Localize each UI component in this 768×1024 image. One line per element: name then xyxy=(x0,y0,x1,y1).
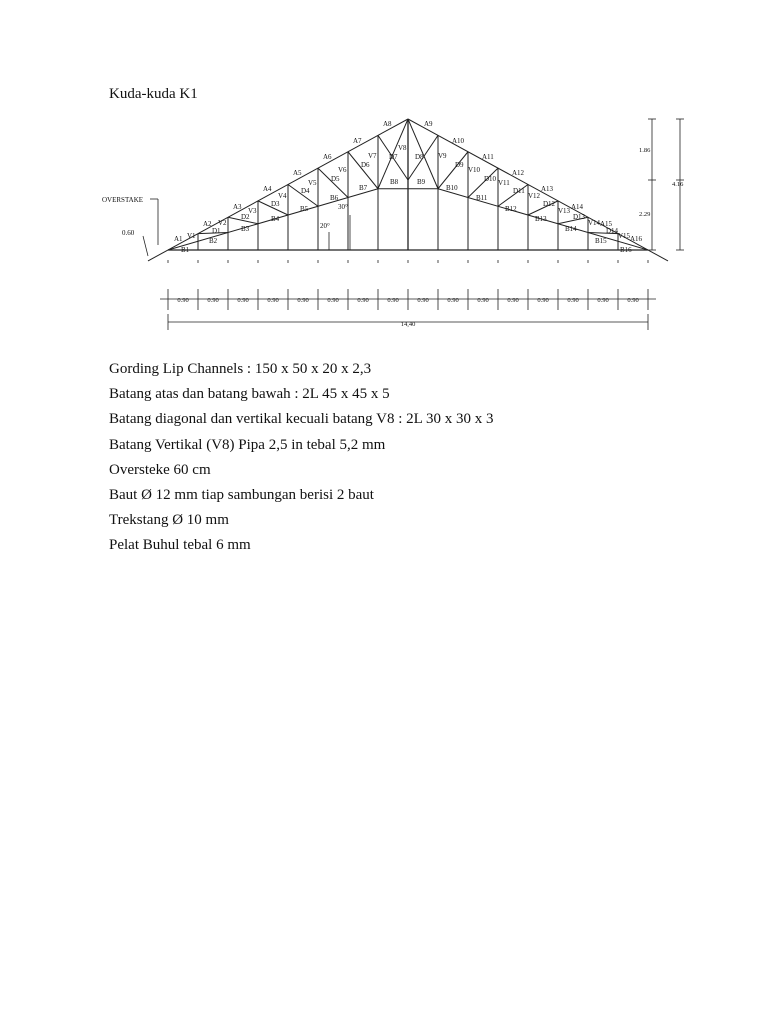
spec-item: Batang diagonal dan vertikal kecuali batang V8 : 2L 30 x 30 x 3 xyxy=(109,411,494,428)
segment-dim-label: 0.90 xyxy=(507,297,519,304)
top-chord-label: A16 xyxy=(630,235,643,243)
bottom-chord-label: B5 xyxy=(300,205,309,213)
bottom-chord-label: B14 xyxy=(565,225,577,233)
bottom-chord-label: B16 xyxy=(620,246,632,254)
diagonal-label: D3 xyxy=(271,200,280,208)
top-chord-label: A15 xyxy=(600,220,613,228)
spec-item: Batang Vertikal (V8) Pipa 2,5 in tebal 5,2 mm xyxy=(109,436,386,453)
diagonal-label: D7 xyxy=(389,153,398,161)
diagonal-label: D4 xyxy=(301,187,310,195)
diagonal-label: D2 xyxy=(241,213,250,221)
segment-dim-label: 0.90 xyxy=(387,297,399,304)
top-chord-label: A3 xyxy=(233,203,242,211)
top-chord-label: A5 xyxy=(293,169,302,177)
bottom-chord-label: B6 xyxy=(330,194,339,202)
bottom-chord-label: B13 xyxy=(535,215,547,223)
bottom-chord-label: B15 xyxy=(595,237,607,245)
segment-dim-label: 0.90 xyxy=(447,297,459,304)
vertical-label: V7 xyxy=(368,152,377,160)
spec-item: Trekstang Ø 10 mm xyxy=(109,512,229,529)
bottom-chord-label: B11 xyxy=(476,194,488,202)
height-dim-label: 2.29 xyxy=(639,211,651,218)
vertical-label: V1 xyxy=(187,232,196,240)
member-labels xyxy=(102,120,643,254)
diagonal-label: D9 xyxy=(455,161,464,169)
dimension-labels xyxy=(177,147,684,328)
bottom-chord-label: B1 xyxy=(181,246,190,254)
diagonal-label: D10 xyxy=(484,175,497,183)
segment-dim-label: 0.90 xyxy=(327,297,339,304)
bottom-chord-label: B9 xyxy=(417,178,426,186)
height-dim-label: 1.86 xyxy=(639,147,651,154)
segment-dim-label: 0.90 xyxy=(297,297,309,304)
diagonal-label: D5 xyxy=(331,175,340,183)
top-chord-label: A8 xyxy=(383,120,392,128)
segment-dim-label: 0.90 xyxy=(477,297,489,304)
top-chord-label: A4 xyxy=(263,185,272,193)
segment-dim-label: 0.90 xyxy=(207,297,219,304)
angle-label: 30° xyxy=(338,203,348,211)
vertical-label: V11 xyxy=(498,179,510,187)
segment-dim-label: 0.90 xyxy=(237,297,249,304)
vertical-label: V14 xyxy=(588,219,601,227)
segment-dim-label: 0.90 xyxy=(357,297,369,304)
vertical-label: V15 xyxy=(618,232,631,240)
top-chord-label: A2 xyxy=(203,220,212,228)
height-dim-label: 4.16 xyxy=(672,181,684,188)
vertical-label: V8 xyxy=(398,144,407,152)
segment-dim-label: 0.90 xyxy=(267,297,279,304)
segment-dim-label: 0.90 xyxy=(597,297,609,304)
spec-list xyxy=(109,360,494,562)
vertical-label: V2 xyxy=(218,219,227,227)
overstake-label: OVERSTAKE xyxy=(102,196,144,204)
diagonal-label: D11 xyxy=(513,187,525,195)
top-chord-label: A10 xyxy=(452,137,465,145)
page-title: Kuda-kuda K1 xyxy=(109,86,198,102)
vertical-label: V9 xyxy=(438,152,447,160)
diagonal-label: D1 xyxy=(212,227,221,235)
bottom-chord-label: B8 xyxy=(390,178,399,186)
diagonal-label: D13 xyxy=(573,213,586,221)
vertical-label: V13 xyxy=(558,207,571,215)
vertical-label: V5 xyxy=(308,179,317,187)
angle-label: 20° xyxy=(320,222,330,230)
truss-members xyxy=(148,119,668,261)
overhang-dim-line xyxy=(143,236,148,256)
vertical-label: V3 xyxy=(248,207,257,215)
top-chord-label: A13 xyxy=(541,185,554,193)
vertical-label: V6 xyxy=(338,166,347,174)
vertical-label: V12 xyxy=(528,192,541,200)
truss-drawing xyxy=(0,0,768,340)
top-chord-label: A9 xyxy=(424,120,433,128)
spec-item: Batang atas dan batang bawah : 2L 45 x 45 x 5 xyxy=(109,386,390,403)
diagonal-label: D6 xyxy=(361,161,370,169)
diagonal-label: D8 xyxy=(415,153,424,161)
bottom-chord-label: B2 xyxy=(209,237,218,245)
segment-dim-label: 0.90 xyxy=(417,297,429,304)
spec-item: Oversteke 60 cm xyxy=(109,461,211,478)
diagonal-label: D12 xyxy=(543,200,556,208)
spec-item: Gording Lip Channels : 150 x 50 x 20 x 2,3 xyxy=(109,361,372,377)
bottom-chord-label: B12 xyxy=(505,205,517,213)
top-chord-label: A12 xyxy=(512,169,525,177)
diagonal-label: D14 xyxy=(606,227,619,235)
top-chord-label: A14 xyxy=(571,203,584,211)
top-chord-label: A11 xyxy=(482,153,494,161)
bottom-chord-label: B10 xyxy=(446,184,458,192)
overhang-dim-label: 0.60 xyxy=(122,229,135,237)
segment-dim-label: 0.90 xyxy=(627,297,639,304)
bottom-chord-label: B3 xyxy=(241,225,250,233)
top-chord-label: A6 xyxy=(323,153,332,161)
segment-dim-label: 0.90 xyxy=(177,297,189,304)
spec-item: Pelat Buhul tebal 6 mm xyxy=(109,537,251,554)
top-chord-label: A1 xyxy=(174,235,183,243)
bottom-chord-label: B7 xyxy=(359,184,368,192)
top-chord-label: A7 xyxy=(353,137,362,145)
vertical-label: V10 xyxy=(468,166,481,174)
segment-dim-label: 0.90 xyxy=(567,297,579,304)
spec-item: Baut Ø 12 mm tiap sambungan berisi 2 baut xyxy=(109,486,374,503)
vertical-label: V4 xyxy=(278,192,287,200)
total-span-label: 14,40 xyxy=(400,321,416,328)
segment-dim-label: 0.90 xyxy=(537,297,549,304)
bottom-chord-label: B4 xyxy=(271,215,280,223)
